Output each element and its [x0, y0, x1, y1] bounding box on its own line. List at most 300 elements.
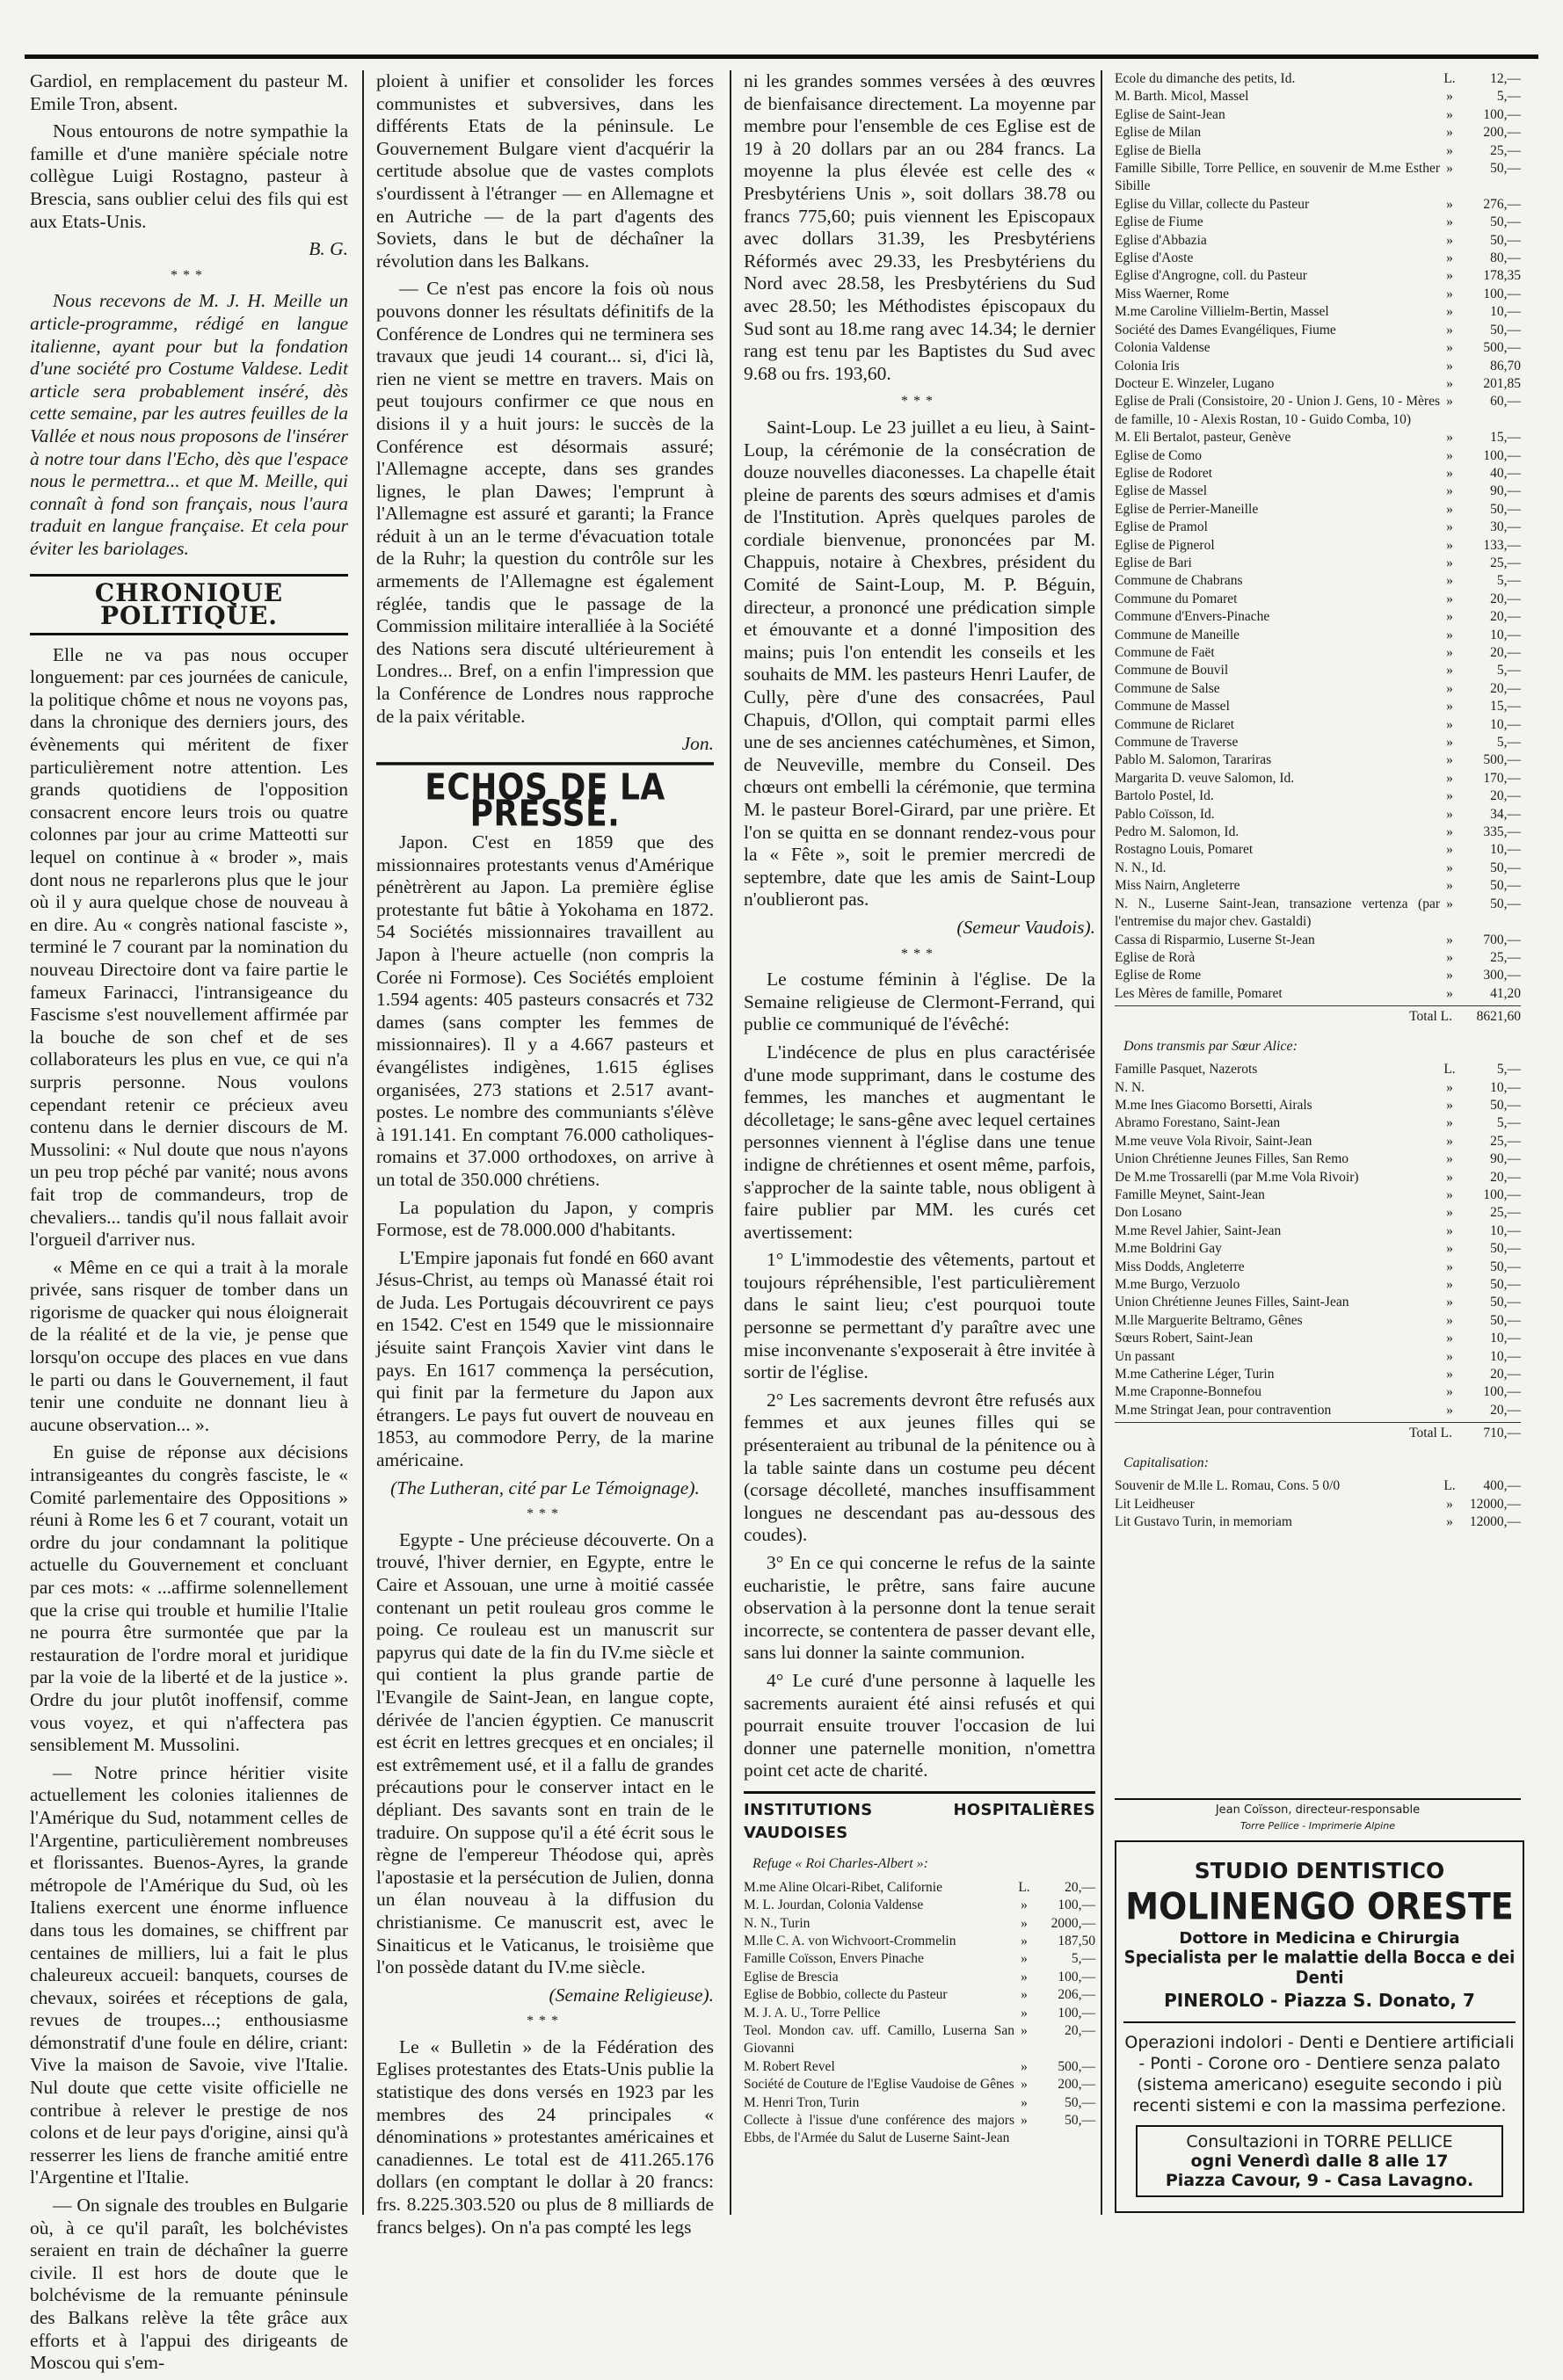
donation-amount: 200,—: [1483, 125, 1521, 141]
donation-amount: 50,—: [1490, 1277, 1521, 1292]
donation-row: [1115, 339, 1521, 357]
donation-amount: 25,—: [1490, 949, 1521, 965]
donation-amount: 50,—: [1490, 214, 1521, 230]
donation-amount: 20,—: [1065, 2022, 1095, 2038]
donation-row: [1115, 1312, 1521, 1330]
donor-name: Commune de Faët: [1115, 645, 1215, 660]
currency-mark: »: [1446, 358, 1453, 374]
donation-amount: 10,—: [1490, 1331, 1521, 1346]
donation-amount: 50,—: [1490, 1259, 1521, 1274]
donation-row: [1115, 1348, 1521, 1366]
donation-row: [1115, 1383, 1521, 1401]
donation-amount: 25,—: [1490, 1133, 1521, 1149]
donation-amount: 5,—: [1496, 89, 1521, 105]
donation-row: [1115, 106, 1521, 124]
currency-mark: »: [1446, 591, 1453, 606]
donation-amount: 86,70: [1490, 358, 1521, 374]
donor-name: Miss Nairn, Angleterre: [1115, 878, 1240, 894]
currency-mark: »: [1446, 770, 1453, 786]
donation-row: [1115, 1330, 1521, 1347]
donation-row: [1115, 985, 1521, 1003]
total-value: 8621,60: [1476, 1009, 1521, 1025]
donor-name: Lit Gustavo Turin, in memoriam: [1115, 1514, 1292, 1530]
donation-amount: 20,—: [1490, 1169, 1521, 1185]
donation-amount: 10,—: [1490, 1079, 1521, 1095]
currency-mark: »: [1446, 268, 1453, 284]
donor-name: Eglise de Bobbio, collecte du Pasteur: [744, 1987, 948, 2003]
donation-amount: 400,—: [1483, 1478, 1521, 1494]
donation-row: [1115, 267, 1521, 285]
donation-amount: 25,—: [1490, 1205, 1521, 1221]
donation-row: [1115, 1097, 1521, 1114]
donation-row: [1115, 572, 1521, 590]
donor-name: Eglise de Rodoret: [1115, 465, 1213, 481]
signature: B. G.: [309, 238, 348, 260]
donation-row: [1115, 1240, 1521, 1258]
donor-name: Eglise de Brescia: [744, 1969, 839, 1985]
paragraph: La population du Japon, y compris Formose, est de 78.000.000 d'habitants.: [376, 1196, 714, 1241]
donor-name: N. N., Luserne Saint-Jean, transazione vertenza (par l'entremise du major chev. Gastaldi): [1115, 896, 1440, 930]
donation-amount: 2000,—: [1050, 1915, 1095, 1931]
director-line: Jean Coïsson, directeur-responsable: [1215, 1803, 1421, 1817]
column-rule: [1101, 70, 1102, 2215]
donation-amount: 5,—: [1071, 1951, 1095, 1967]
donation-row: [744, 1950, 1095, 1968]
donor-name: Commune de Chabrans: [1115, 573, 1243, 589]
donor-name: M.me Catherine Léger, Turin: [1115, 1367, 1275, 1382]
donation-row: [1115, 1366, 1521, 1383]
donor-name: Famille Sibille, Torre Pellice, en souvenir de M.me Esther Sibille: [1115, 161, 1440, 194]
currency-mark: »: [1446, 716, 1453, 732]
paragraph: — Notre prince héritier visite actuellement les colonies italiennes de l'Amérique du Sud, notamment celles de l'Argentine, particulièrement nombreuses et florissantes. Buenos-Ayres, la grande métropole de l'Amérique du Sud, où les Italiens exercent une énorme influence dans tous les domaines, se chiffrent par centaines de milliers, lui a fait le plus chaleureux accueil: banquets, courses de chevaux, soirées et réceptions de gala, revues de troupes...; enthousiasme démonstratif d'une foule en délire, criant: Vive la maison de Savoie, vive l'Italie. Nul doute que cette visite officielle ne contribue à relever le prestige de nos colons et de leur pays d'origine, ainsi qu'à resserrer les liens de franche amitié entre l'Argentine et l'Italie.: [30, 1761, 348, 2188]
donation-row: [1115, 1294, 1521, 1311]
paragraph: Egypte - Une précieuse découverte. On a trouvé, l'hiver dernier, en Egypte, entre le Caire et Assouan, une urne à moitié cassée contenant un petit rouleau gros comme le poing. Ce rouleau est un manuscrit sur papyrus qui date de la fin du IV.me siècle et qui contient la plus grande partie de l'Evangile de Saint-Jean, en langue copte, dérivée de l'ancien égyptien. Ce manuscrit est écrit en lettres grecques et en onciales; il est extrêmement usé, et il a fallu de grandes précautions pour le conserver intact en le dépliant. Des savants sont en train de le traduire. On suppose qu'il a été écrit sous le règne de l'empereur Théodose qui, après l'apostasie et la persécution de Julien, donna un élan nouveau à la diffusion du christianisme. Ce manuscrit est, avec le Sinaiticus et le Vaticanus, le troisième que l'on possède datant du IV.me siècle.: [376, 1528, 714, 1978]
donation-amount: 20,—: [1490, 609, 1521, 625]
currency-mark: »: [1446, 322, 1453, 337]
donation-amount: 10,—: [1490, 1348, 1521, 1364]
donation-row: [1115, 124, 1521, 141]
donor-name: Don Losano: [1115, 1205, 1182, 1221]
ad-services: Operazioni indolori - Denti e Dentiere artificiali - Ponti - Corone oro - Dentiere senza palato (sistema americano) eseguite secondo i più recenti sistemi e con la massima perfezione.: [1123, 2021, 1516, 2116]
donation-row: [1115, 232, 1521, 250]
donation-amount: 50,—: [1490, 1312, 1521, 1328]
donation-amount: 206,—: [1058, 1987, 1095, 2003]
donation-row: [1115, 519, 1521, 536]
donor-name: Commune de Bouvil: [1115, 663, 1229, 678]
donation-amount: 41,20: [1490, 985, 1521, 1001]
donation-row: [1115, 88, 1521, 105]
currency-mark: »: [1446, 1133, 1453, 1149]
paragraph: 2° Les sacrements devront être refusés aux femmes et aux jeunes filles qui se présenteraient au tribunal de la pénitence ou à la table sainte dans un costume peu décent (corsage décolleté, manches insuffisamment longues ne descendant pas au-dessous des coudes).: [744, 1389, 1095, 1546]
donor-name: Eglise de Perrier-Maneille: [1115, 501, 1259, 517]
currency-mark: »: [1446, 1514, 1453, 1530]
donor-name: M.me Craponne-Bonnefou: [1115, 1384, 1262, 1400]
donation-amount: 10,—: [1490, 1223, 1521, 1238]
donation-amount: 335,—: [1483, 824, 1521, 840]
currency-mark: »: [1446, 430, 1453, 446]
currency-mark: »: [1446, 1223, 1453, 1238]
donation-amount: 25,—: [1490, 555, 1521, 570]
column-3: [744, 70, 1095, 2148]
donation-amount: 50,—: [1490, 1295, 1521, 1310]
currency-mark: »: [1446, 555, 1453, 570]
ad-name: MOLINENGO ORESTE: [1125, 1884, 1514, 1928]
currency-mark: »: [1021, 1933, 1028, 1948]
donation-row: [1115, 949, 1521, 967]
ad-studio: STUDIO DENTISTICO: [1194, 1858, 1445, 1883]
donation-amount: 50,—: [1490, 232, 1521, 248]
subheading-capitalisation: Capitalisation:: [1123, 1455, 1209, 1470]
separator-stars: ***: [171, 267, 207, 283]
currency-mark: »: [1446, 1169, 1453, 1185]
donation-amount: 40,—: [1490, 465, 1521, 481]
donation-amount: 201,85: [1483, 375, 1521, 391]
donation-amount: 20,—: [1490, 1402, 1521, 1418]
donation-amount: 700,—: [1483, 932, 1521, 947]
donation-amount: 12000,—: [1469, 1514, 1521, 1530]
donation-row: [744, 1933, 1095, 1950]
currency-mark: »: [1446, 375, 1453, 391]
donor-name: Miss Dodds, Angleterre: [1115, 1259, 1245, 1274]
currency-mark: »: [1446, 860, 1453, 875]
donation-row: [1115, 501, 1521, 519]
currency-mark: L.: [1443, 1478, 1456, 1494]
donation-row: [744, 2005, 1095, 2022]
currency-mark: »: [1446, 896, 1453, 911]
separator-stars: ***: [901, 394, 938, 410]
donation-amount: 50,—: [1065, 2113, 1095, 2128]
currency-mark: »: [1446, 1079, 1453, 1095]
currency-mark: »: [1446, 1295, 1453, 1310]
donation-amount: 10,—: [1490, 304, 1521, 320]
donation-amount: 12,—: [1490, 71, 1521, 86]
donor-name: N. N., Turin: [744, 1915, 811, 1931]
donor-name: Commune de Massel: [1115, 699, 1230, 715]
donation-amount: 10,—: [1490, 842, 1521, 858]
paragraph: 1° L'immodestie des vêtements, partout et toujours répréhensible, l'est particulièrement dans le saint lieu; c'est pourquoi toute personne se permettant d'y paraître avec une mise inconvenante s'exposerait à être invitée à sortir de l'église.: [744, 1249, 1095, 1383]
paragraph: Le costume féminin à l'église. De la Semaine religieuse de Clermont-Ferrand, qui publie ce communiqué de l'évêché:: [744, 969, 1095, 1035]
donor-name: Commune de Salse: [1115, 680, 1220, 696]
donation-amount: 20,—: [1490, 788, 1521, 804]
donation-row: [1115, 250, 1521, 267]
donor-name: Abramo Forestano, Saint-Jean: [1115, 1115, 1281, 1131]
subheading-refuge: Refuge « Roi Charles-Albert »:: [752, 1856, 928, 1872]
donor-name: Eglise du Villar, collecte du Pasteur: [1115, 196, 1310, 212]
donation-amount: 100,—: [1483, 286, 1521, 301]
donation-row: [1115, 1513, 1521, 1531]
donor-name: M.lle Marguerite Beltramo, Gênes: [1115, 1312, 1303, 1328]
donation-amount: 50,—: [1490, 896, 1521, 911]
total-label: Total L.: [1409, 1426, 1452, 1441]
donation-amount: 34,—: [1490, 806, 1521, 822]
source-citation: (Semeur Vaudois).: [956, 916, 1095, 938]
donation-row: [1115, 824, 1521, 841]
donation-amount: 5,—: [1496, 1115, 1521, 1131]
ad-consult-hours: ogni Venerdì dalle 8 alle 17: [1190, 2151, 1449, 2171]
donation-row: [1115, 680, 1521, 698]
ad-address: PINEROLO - Piazza S. Donato, 7: [1164, 1990, 1475, 2011]
donation-amount: 5,—: [1496, 573, 1521, 589]
donation-row: [1115, 447, 1521, 465]
total-label: Total L.: [1409, 1009, 1452, 1025]
currency-mark: »: [1446, 1312, 1453, 1328]
currency-mark: »: [1446, 447, 1453, 463]
donor-name: Eglise de Fiume: [1115, 214, 1203, 230]
donor-name: Eglise d'Angrogne, coll. du Pasteur: [1115, 268, 1307, 284]
donation-row: [1115, 160, 1521, 196]
section-heading-echos: ECHOS DE LA PRESSE.: [376, 762, 714, 827]
currency-mark: »: [1021, 2077, 1028, 2093]
donor-name: Colonia Iris: [1115, 358, 1180, 374]
subheading-dons: Dons transmis par Sœur Alice:: [1123, 1038, 1298, 1054]
donation-row: [1115, 734, 1521, 751]
donor-name: Colonia Valdense: [1115, 340, 1210, 356]
donation-amount: 20,—: [1065, 1879, 1095, 1895]
donation-amount: 100,—: [1483, 447, 1521, 463]
currency-mark: »: [1446, 161, 1453, 177]
donor-name: Sœurs Robert, Saint-Jean: [1115, 1331, 1254, 1346]
currency-mark: »: [1021, 2113, 1028, 2128]
paragraph: — On signale des troubles en Bulgarie où, à ce qu'il paraît, les bolchévistes seraient en train de déchaîner la guerre civile. Il est hors de doute que le bolchévisme de la remuante péninsule des Balkans relève la tête grâce aux efforts et à l'appui des dirigeants de Moscou qui s'em-: [30, 2195, 348, 2374]
currency-mark: »: [1021, 2094, 1028, 2110]
donation-amount: 276,—: [1483, 196, 1521, 212]
donor-name: Famille Pasquet, Nazerots: [1115, 1062, 1258, 1078]
donation-amount: 100,—: [1058, 1969, 1095, 1985]
donation-list-capitalisation: [1115, 1477, 1521, 1531]
donation-amount: 50,—: [1490, 860, 1521, 875]
separator-stars: ***: [527, 1506, 563, 1522]
donor-name: Eglise de Prali (Consistoire, 20 - Union J. Gens, 10 - Mères de famille, 10 - Alexis Rostan, 10 - Guido Comba, 10): [1115, 394, 1440, 427]
currency-mark: »: [1446, 394, 1453, 410]
currency-mark: »: [1446, 125, 1453, 141]
currency-mark: »: [1446, 1259, 1453, 1274]
section-heading-institutions: INSTITUTIONS HOSPITALIÈRES VAUDOISES: [744, 1791, 1095, 1844]
donation-row: [1115, 303, 1521, 321]
currency-mark: »: [1446, 680, 1453, 696]
donation-row: [1115, 1496, 1521, 1513]
donation-row: [1115, 1477, 1521, 1495]
currency-mark: »: [1446, 573, 1453, 589]
column-rule: [362, 70, 364, 2215]
column-2: [376, 70, 714, 2244]
currency-mark: »: [1446, 735, 1453, 751]
donation-row: [1115, 1079, 1521, 1097]
currency-mark: L.: [1018, 1879, 1030, 1895]
paragraph: Saint-Loup. Le 23 juillet a eu lieu, à Saint-Loup, la cérémonie de la consécration de douze nouvelles diaconesses. La chapelle était pleine de parents des sœurs admises et d'amis de l'Institution. Après quelques paroles de cordiale bienvenue, prononcées par M. Chappuis, notaire à Chexbres, président du Comité de Saint-Loup, M. P. Béguin, directeur, a prononcé une prédication simple et émouvante et a donné l'imposition des mains; puis l'on entendit les conseils et les souhaits de MM. les pasteurs Henri Laufer, de Cully, père d'une des consacrées, Paul Chapuis, d'Ollon, qui comptait parmi elles une de ses anciennes catéchumènes, et Simon, de Neuveville, membre du Conseil. Des chœurs ont embelli la cérémonie, que termina M. le pasteur Borel-Girard, par une prière. Et l'on se quitta en se donnant rendez-vous pour la « Fête », soit le premier mercredi de septembre, date que les amis de Saint-Loup n'oublieront pas.: [744, 416, 1095, 911]
donation-amount: 170,—: [1483, 770, 1521, 786]
paragraph: Gardiol, en remplacement du pasteur M. Emile Tron, absent.: [30, 70, 348, 114]
donation-amount: 50,—: [1490, 161, 1521, 177]
donation-amount: 90,—: [1490, 1151, 1521, 1167]
currency-mark: »: [1446, 1496, 1453, 1512]
paragraph: L'Empire japonais fut fondé en 660 avant Jésus-Christ, au temps où Manassé était roi de Juda. Les Portugais découvrirent ce pays en 1542. C'est en 1549 que le missionnaire jésuite saint François Xavier vint dans le pays. En 1617 commença la persécution, qui finit par la fermeture du Japon aux étrangers. Le pays fut ouvert de nouveau en 1853, au commodore Perry, de la marine américaine.: [376, 1246, 714, 1471]
paragraph: « Même en ce qui a trait à la morale privée, sans risquer de tomber dans un rigorisme de quacker qui nous éloignerait de la réalité et de la vie, je pense que lorsqu'on occupe des places en vue dans le parti ou dans le Gouvernement, il faut tenir une conduite ne donnant lieu à aucune observation... ».: [30, 1256, 348, 1435]
donation-row: [1115, 662, 1521, 679]
donor-name: Bartolo Postel, Id.: [1115, 788, 1214, 804]
separator-stars: ***: [527, 2014, 563, 2029]
donation-row: [1115, 627, 1521, 644]
donation-row: [1115, 1186, 1521, 1204]
donation-amount: 60,—: [1490, 394, 1521, 410]
donor-name: M.me Ines Giacomo Borsetti, Airals: [1115, 1097, 1312, 1113]
currency-mark: »: [1446, 304, 1453, 320]
currency-mark: »: [1446, 196, 1453, 212]
donor-name: De M.me Trossarelli (par M.me Vola Rivoir): [1115, 1169, 1359, 1185]
donation-row: [744, 2022, 1095, 2058]
donation-row: [1115, 591, 1521, 608]
currency-mark: »: [1446, 645, 1453, 660]
currency-mark: »: [1446, 1384, 1453, 1400]
donation-amount: 178,35: [1483, 268, 1521, 284]
donor-name: M. Henri Tron, Turin: [744, 2094, 860, 2110]
donation-row: [1115, 787, 1521, 805]
donor-name: Cassa di Risparmio, Luserne St-Jean: [1115, 932, 1315, 947]
currency-mark: »: [1446, 842, 1453, 858]
donation-row: [1115, 1061, 1521, 1078]
currency-mark: »: [1446, 1348, 1453, 1364]
currency-mark: »: [1021, 1987, 1028, 2003]
donor-name: Pablo Coïsson, Id.: [1115, 806, 1215, 822]
donor-name: Collecte à l'issue d'une conférence des majors Ebbs, de l'Armée du Salut de Luserne Saint-Jean: [744, 2113, 1014, 2146]
currency-mark: »: [1446, 1115, 1453, 1131]
donation-amount: 100,—: [1483, 106, 1521, 122]
signature: Jon.: [681, 733, 714, 755]
donor-name: Eglise d'Abbazia: [1115, 232, 1207, 248]
donor-name: N. N.: [1115, 1079, 1145, 1095]
currency-mark: »: [1446, 1277, 1453, 1292]
donor-name: Les Mères de famille, Pomaret: [1115, 985, 1283, 1001]
donation-row: [1115, 877, 1521, 895]
donation-row: [744, 2112, 1095, 2148]
currency-mark: »: [1446, 968, 1453, 983]
donation-list-dons: [1115, 1061, 1521, 1419]
donation-amount: 500,—: [1483, 752, 1521, 768]
donor-name: Commune de Maneille: [1115, 627, 1240, 642]
currency-mark: »: [1446, 932, 1453, 947]
donation-list-refuge: [744, 1879, 1095, 2148]
donation-row: [1115, 393, 1521, 429]
donor-name: Souvenir de M.lle L. Romau, Cons. 5 0/0: [1115, 1478, 1341, 1494]
donor-name: Margarita D. veuve Salomon, Id.: [1115, 770, 1295, 786]
donation-amount: 50,—: [1490, 1097, 1521, 1113]
donation-amount: 100,—: [1483, 1384, 1521, 1400]
paragraph: 3° En ce qui concerne le refus de la sainte eucharistie, le prêtre, sans faire aucune observation à la personne dont la tenue serait incorrecte, se contentera de passer devant elle, sans lui donner la sainte communion.: [744, 1552, 1095, 1664]
donation-row: [744, 1897, 1095, 1914]
donation-amount: 20,—: [1490, 591, 1521, 606]
donation-row: [1115, 1259, 1521, 1276]
column-1: [30, 70, 348, 2380]
donation-list-main: [1115, 70, 1521, 1003]
donor-name: Commune de Riclaret: [1115, 716, 1235, 732]
donor-name: Société de Couture de l'Eglise Vaudoise de Gênes: [744, 2077, 1014, 2093]
ad-consult-line: Consultazioni in TORRE PELLICE: [1186, 2132, 1453, 2151]
donation-amount: 50,—: [1065, 2094, 1095, 2110]
donation-total: [1115, 1005, 1521, 1026]
donation-amount: 50,—: [1490, 1241, 1521, 1257]
donor-name: Teol. Mondon cav. uff. Camillo, Luserna San Giovanni: [744, 2022, 1014, 2057]
donor-name: M.me Boldrini Gay: [1115, 1241, 1222, 1257]
donation-row: [744, 1879, 1095, 1897]
donation-amount: 15,—: [1490, 699, 1521, 715]
donation-row: [1115, 698, 1521, 715]
donor-name: M.me Aline Olcari-Ribet, Californie: [744, 1879, 942, 1895]
column-rule: [730, 70, 731, 2215]
donor-name: M. Robert Revel: [744, 2058, 835, 2074]
donor-name: M. J. A. U., Torre Pellice: [744, 2005, 881, 2021]
currency-mark: »: [1021, 1969, 1028, 1985]
donor-name: Miss Waerner, Rome: [1115, 286, 1230, 301]
donation-row: [1115, 1223, 1521, 1240]
currency-mark: »: [1446, 1186, 1453, 1202]
source-citation: (Semaine Religieuse).: [549, 1984, 714, 2006]
donation-amount: 20,—: [1490, 645, 1521, 660]
donation-row: [1115, 1276, 1521, 1294]
donation-row: [1115, 483, 1521, 500]
donor-name: M.me Stringat Jean, pour contravention: [1115, 1402, 1332, 1418]
donation-row: [1115, 967, 1521, 984]
donation-amount: 500,—: [1058, 2058, 1095, 2074]
publisher-info: [1115, 1798, 1521, 1834]
currency-mark: »: [1446, 501, 1453, 517]
donation-row: [744, 1986, 1095, 2004]
paragraph: 4° Le curé d'une personne à laquelle les sacrements auraient été ainsi refusés et qui pourrait ensuite trouver l'occasion de lui donner une paternelle monition, n'omettra point cet acte de charité.: [744, 1669, 1095, 1781]
currency-mark: »: [1446, 142, 1453, 158]
donation-row: [1115, 322, 1521, 339]
donation-row: [744, 2094, 1095, 2112]
donation-amount: 12000,—: [1469, 1496, 1521, 1512]
paragraph: Nous recevons de M. J. H. Meille un article-programme, rédigé en langue italienne, ayant pour but la fondation d'une société pro Costume Valdese. Ledit article sera probablement inséré, dès cette semaine, par les autres feuilles de la Vallée et nous nous proposons de l'insérer à notre tour dans l'Echo, dès que l'espace nous le permettra... et que M. Meille, qui connaît à fond son français, nous l'aura traduit en langue française. Et cela pour éviter les bariolages.: [30, 290, 348, 559]
donor-name: Pablo M. Salomon, Tarariras: [1115, 752, 1272, 768]
donation-row: [1115, 860, 1521, 877]
currency-mark: »: [1446, 1241, 1453, 1257]
donation-row: [1115, 841, 1521, 859]
currency-mark: »: [1446, 232, 1453, 248]
donor-name: M. L. Jourdan, Colonia Valdense: [744, 1897, 924, 1913]
currency-mark: »: [1021, 1915, 1028, 1931]
donation-amount: 100,—: [1483, 1186, 1521, 1202]
ad-consult-place: Piazza Cavour, 9 - Casa Lavagno.: [1165, 2171, 1474, 2190]
donation-amount: 90,—: [1490, 483, 1521, 499]
donation-amount: 133,—: [1483, 537, 1521, 553]
currency-mark: »: [1446, 483, 1453, 499]
paragraph: Le « Bulletin » de la Fédération des Eglises protestantes des Etats-Unis publie la statistique des dons versés en 1923 par les membres des 24 principales « dénominations » protestantes américaines et canadiennes. Le total est de 411.265.176 dollars (en comptant le dollar à 20 francs: frs. 8.225.303.520 ou plus de 8 milliards de francs belges). On n'a pas compté les legs: [376, 2035, 714, 2238]
currency-mark: »: [1446, 1402, 1453, 1418]
donor-name: M.me Burgo, Verzuolo: [1115, 1277, 1240, 1292]
currency-mark: »: [1446, 1331, 1453, 1346]
donor-name: Eglise d'Aoste: [1115, 250, 1194, 266]
donation-row: [1115, 429, 1521, 446]
donor-name: Eglise de Como: [1115, 447, 1203, 463]
donation-row: [1115, 751, 1521, 769]
donation-row: [1115, 1150, 1521, 1168]
donation-row: [1115, 214, 1521, 231]
donor-name: Eglise de Biella: [1115, 142, 1202, 158]
currency-mark: »: [1446, 537, 1453, 553]
paragraph: En guise de réponse aux décisions intransigeantes du congrès fasciste, le « Comité parlementaire des Oppositions » réuni à Rome les 6 et 7 courant, votait un ordre du jour condamnant la politique actuelle du Gouvernement et concluant par ces mots: « ...affirme solennellement que la crise qui trouble et humilie l'Italie ne pourra être surmontée que par la restauration de l'ordre moral et juridique par la voie de la liberté et de la justice ». Ordre du jour plutôt inoffensif, comme vous voyez, et qui n'affectera pas sensiblement M. Mussolini.: [30, 1441, 348, 1756]
donation-amount: 30,—: [1490, 519, 1521, 535]
donor-name: Commune de Traverse: [1115, 735, 1239, 751]
donor-name: Eglise de Milan: [1115, 125, 1202, 141]
column-4: [1115, 70, 1521, 1531]
donation-amount: 50,—: [1490, 878, 1521, 894]
donation-row: [1115, 1204, 1521, 1222]
donation-row: [1115, 770, 1521, 787]
paragraph: L'indécence de plus en plus caractérisée d'une mode supprimant, dans le costume des femmes, les manches et augmentant le décolletage; le sans-gêne avec lequel certaines personnes viennent à l'église dans une tenue indigne de chrétiennes et osent même, parfois, s'approcher de la sainte table, nous obligent à faire publier par MM. les curés cet avertissement:: [744, 1041, 1095, 1243]
donor-name: Société des Dames Evangéliques, Fiume: [1115, 322, 1336, 337]
donor-name: M.lle C. A. von Wichvoort-Crommelin: [744, 1933, 956, 1948]
donation-row: [1115, 555, 1521, 572]
donation-row: [1115, 932, 1521, 949]
